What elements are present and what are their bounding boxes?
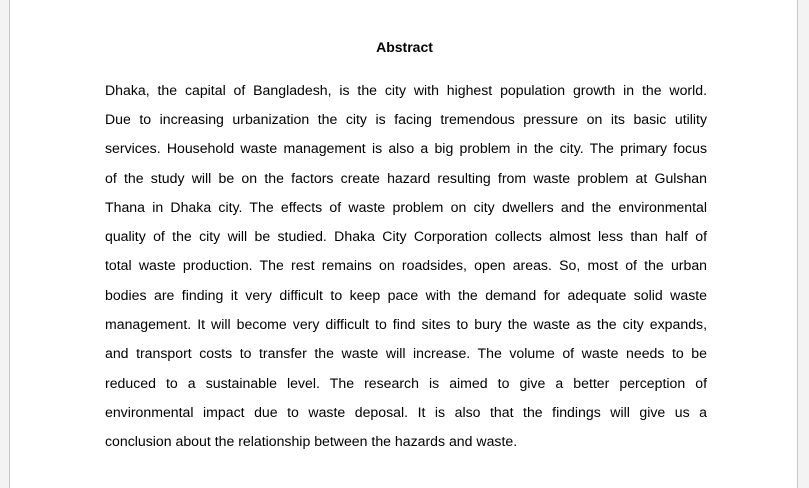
abstract-line: of the study will be on the factors create hazard resulting from waste problem at Gulshan xyxy=(105,170,707,186)
abstract-line: management. It will become very difficult to find sites to bury the waste as the city expands, xyxy=(105,316,707,332)
abstract-line: environmental impact due to waste deposal. It is also that the findings will give us a xyxy=(105,404,707,420)
abstract-line: quality of the city will be studied. Dhaka City Corporation collects almost less than half of xyxy=(105,228,707,244)
document-page xyxy=(9,0,798,488)
abstract-line: reduced to a sustainable level. The research is aimed to give a better perception of xyxy=(105,375,707,391)
abstract-heading: Abstract xyxy=(376,39,433,55)
abstract-line: bodies are finding it very difficult to keep pace with the demand for adequate solid waste xyxy=(105,287,707,303)
abstract-line: services. Household waste management is also a big problem in the city. The primary focus xyxy=(105,140,707,156)
abstract-line: Dhaka, the capital of Bangladesh, is the city with highest population growth in the world. xyxy=(105,82,707,98)
abstract-line: Due to increasing urbanization the city is facing tremendous pressure on its basic utility xyxy=(105,111,707,127)
abstract-line: total waste production. The rest remains on roadsides, open areas. So, most of the urban xyxy=(105,257,707,273)
abstract-line: Thana in Dhaka city. The effects of waste problem on city dwellers and the environmental xyxy=(105,199,707,215)
abstract-line: conclusion about the relationship between the hazards and waste. xyxy=(105,433,518,449)
abstract-line: and transport costs to transfer the waste will increase. The volume of waste needs to be xyxy=(105,345,707,361)
